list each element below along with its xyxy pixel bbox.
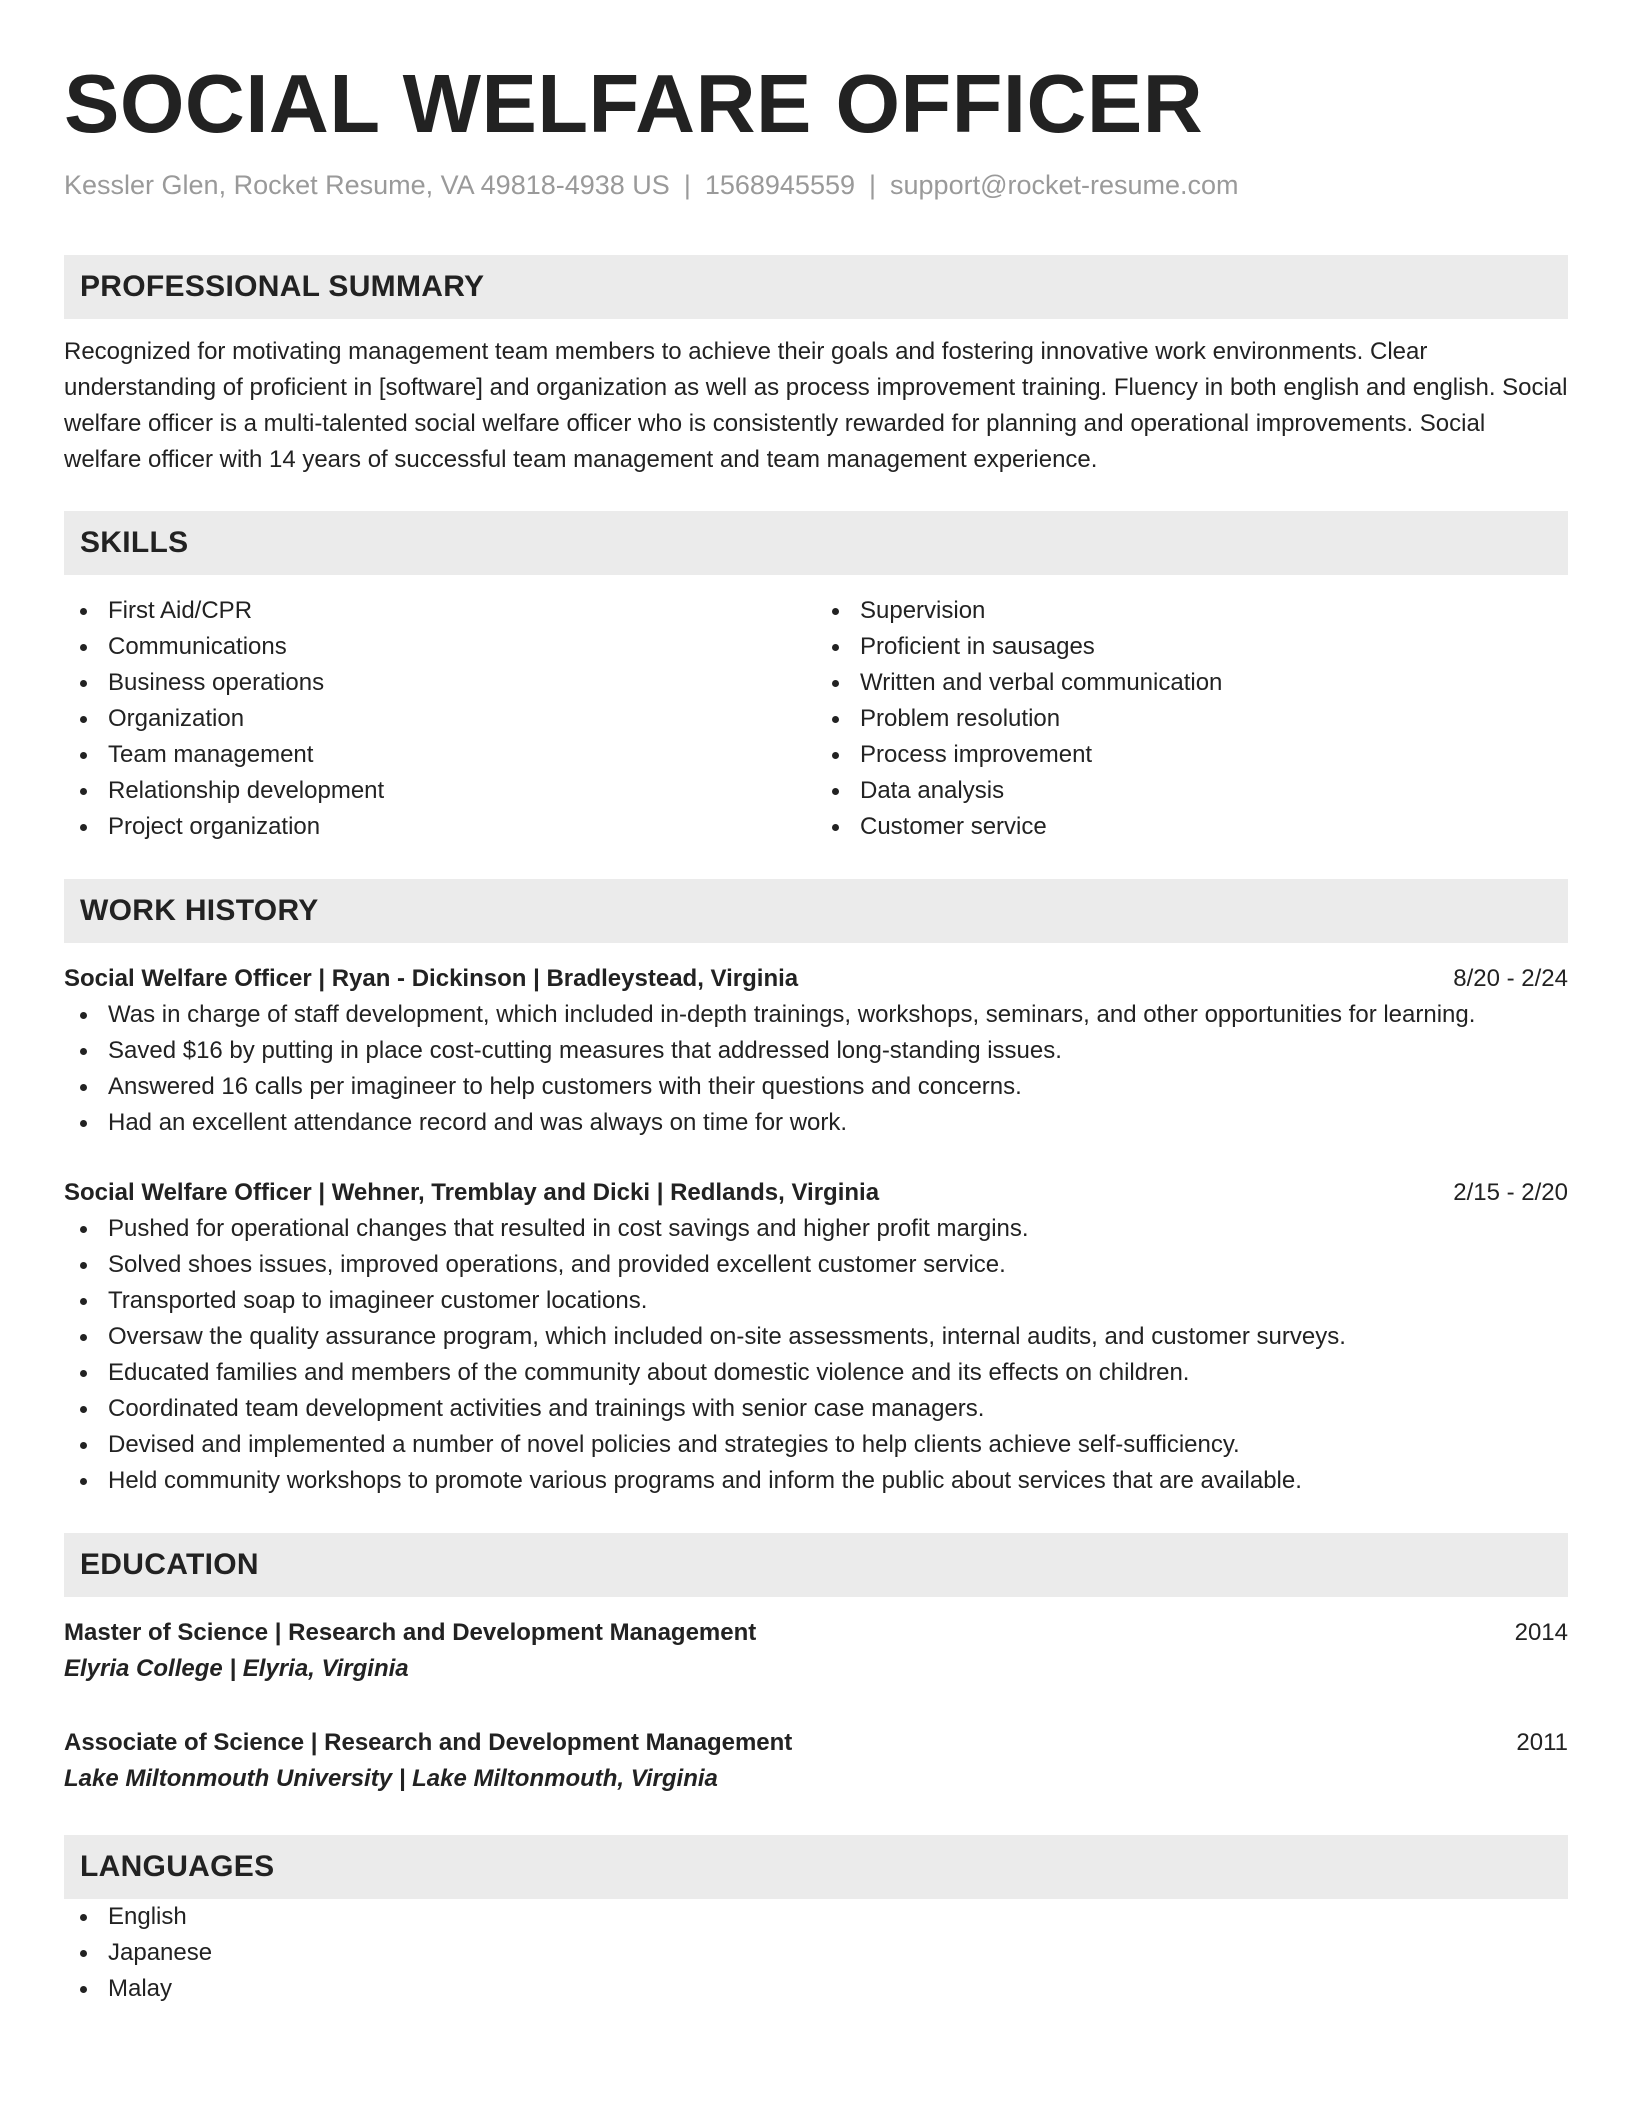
languages-list — [64, 1899, 1568, 2007]
contact-email: support@rocket-resume.com — [890, 170, 1239, 200]
skill-item: Communications — [64, 629, 816, 665]
skill-item: Proficient in sausages — [816, 629, 1568, 665]
section-heading-summary: PROFESSIONAL SUMMARY — [64, 255, 1568, 319]
job-bullet: Was in charge of staff development, which included in-depth trainings, workshops, seminars, and other opportunities for learning. — [64, 997, 1568, 1033]
job-dates: 8/20 - 2/24 — [1453, 965, 1568, 993]
skills-list — [64, 593, 1568, 845]
skill-item: First Aid/CPR — [64, 593, 816, 629]
job-header — [64, 961, 1568, 997]
job-bullet: Transported soap to imagineer customer locations. — [64, 1283, 1568, 1319]
job-bullet: Held community workshops to promote various programs and inform the public about services that are available. — [64, 1463, 1568, 1499]
contact-separator: | — [683, 170, 691, 200]
summary-text: Recognized for motivating management team members to achieve their goals and fostering innovative work environments. Clear understanding of proficient in [software] and organization as well as process improvement training. Fluency in both english and english. Social welfare officer is a multi-talented social welfare officer who is consistently rewarded for planning and operational improvements. Social welfare officer with 14 years of successful team management and team management experience. — [64, 338, 1568, 474]
skill-item: Written and verbal communication — [816, 665, 1568, 701]
contact-phone: 1568945559 — [704, 170, 855, 200]
section-heading-languages: LANGUAGES — [64, 1835, 1568, 1899]
contact-separator: | — [869, 170, 877, 200]
skill-item: Business operations — [64, 665, 816, 701]
skill-item: Process improvement — [816, 737, 1568, 773]
skill-item: Project organization — [64, 809, 816, 845]
language-item: Japanese — [64, 1935, 1568, 1971]
job-bullet: Coordinated team development activities and trainings with senior case managers. — [64, 1391, 1568, 1427]
job-bullet: Had an excellent attendance record and was always on time for work. — [64, 1105, 1568, 1141]
skill-item: Relationship development — [64, 773, 816, 809]
job-bullet: Saved $16 by putting in place cost-cutting measures that addressed long-standing issues. — [64, 1033, 1568, 1069]
section-heading-work-history: WORK HISTORY — [64, 879, 1568, 943]
skill-item: Team management — [64, 737, 816, 773]
skill-item: Supervision — [816, 593, 1568, 629]
job-title: Social Welfare Officer | Ryan - Dickinson | Bradleystead, Virginia — [64, 965, 799, 993]
education-header — [64, 1615, 1568, 1651]
job-dates: 2/15 - 2/20 — [1453, 1179, 1568, 1207]
job-bullet: Pushed for operational changes that resulted in cost savings and higher profit margins. — [64, 1211, 1568, 1247]
education-year: 2014 — [1514, 1619, 1568, 1647]
education-school: Lake Miltonmouth University | Lake Miltonmouth, Virginia — [64, 1765, 718, 1793]
language-item: Malay — [64, 1971, 1568, 2007]
education-header — [64, 1725, 1568, 1761]
job-bullet: Educated families and members of the community about domestic violence and its effects on children. — [64, 1355, 1568, 1391]
education-year: 2011 — [1516, 1729, 1568, 1757]
education-degree: Master of Science | Research and Development Management — [64, 1619, 757, 1647]
section-heading-skills: SKILLS — [64, 511, 1568, 575]
job-bullet: Answered 16 calls per imagineer to help customers with their questions and concerns. — [64, 1069, 1568, 1105]
job-bullets — [64, 997, 1568, 1141]
skills-column-left — [64, 593, 816, 845]
job-title: Social Welfare Officer | Wehner, Tremblay and Dicki | Redlands, Virginia — [64, 1179, 880, 1207]
education-degree: Associate of Science | Research and Development Management — [64, 1729, 793, 1757]
education-school: Elyria College | Elyria, Virginia — [64, 1655, 409, 1683]
language-item: English — [64, 1899, 1568, 1935]
skill-item: Customer service — [816, 809, 1568, 845]
job-bullet: Devised and implemented a number of novel policies and strategies to help clients achieve self-sufficiency. — [64, 1427, 1568, 1463]
skill-item: Problem resolution — [816, 701, 1568, 737]
skill-item: Data analysis — [816, 773, 1568, 809]
job-bullet: Solved shoes issues, improved operations, and provided excellent customer service. — [64, 1247, 1568, 1283]
skills-column-right — [816, 593, 1568, 845]
job-bullet: Oversaw the quality assurance program, which included on-site assessments, internal audits, and customer surveys. — [64, 1319, 1568, 1355]
contact-address: Kessler Glen, Rocket Resume, VA 49818-4938 US — [64, 170, 670, 200]
skill-item: Organization — [64, 701, 816, 737]
job-bullets — [64, 1211, 1568, 1499]
resume-title: SOCIAL WELFARE OFFICER — [64, 57, 1204, 150]
job-header — [64, 1175, 1568, 1211]
section-heading-education: EDUCATION — [64, 1533, 1568, 1597]
contact-line — [64, 169, 1568, 201]
